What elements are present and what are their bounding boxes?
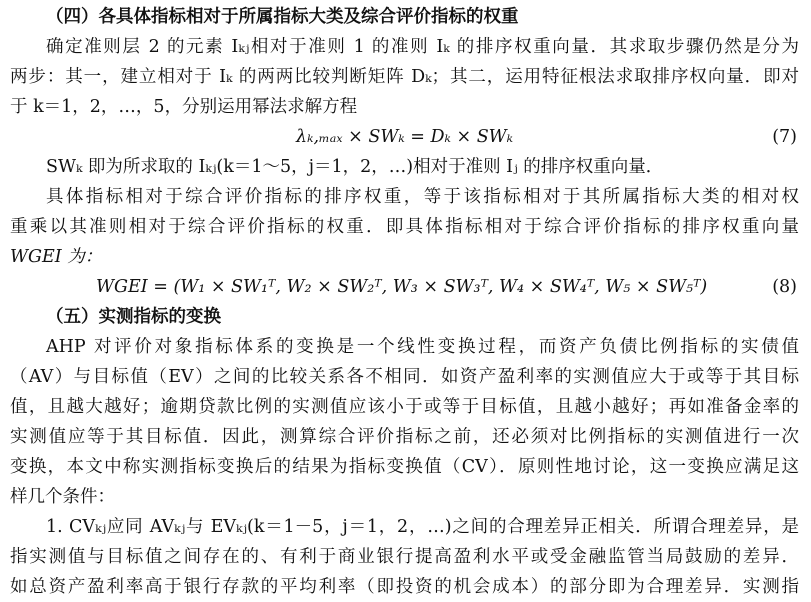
equation-7: λₖ,ₘₐₓ × SWₖ = Dₖ × SWₖ [296,127,514,147]
paragraph-line: AHP 对评价对象指标体系的变换是一个线性变换过程，而资产负债比例指标的实债值 [46,337,799,357]
paragraph-line: 值，且越大越好；逾期贷款比例的实测值应该小于或等于目标值，且越小越好；再如准备金率的 [10,397,799,417]
paragraph-line: 变换，本文中称实测指标变换后的结果为指标变换值（CV）．原则性地讨论，这一变换应满足这 [10,457,799,477]
section-5-heading: （五）实测指标的变换 [46,307,221,327]
section-4-heading: （四）各具体指标相对于所属指标大类及综合评价指标的权重 [46,7,519,27]
paragraph-line: 两步：其一，建立相对于 Iₖ 的两两比较判断矩阵 Dₖ；其二，运用特征根法求取排序权向量．即对 [10,67,799,87]
paragraph-line: 重乘以其准则相对于综合评价指标的权重．即具体指标相对于综合评价指标的排序权重向量 [10,217,799,237]
paragraph-line: 样几个条件： [10,487,115,507]
paragraph-line: 具体指标相对于综合评价指标的排序权重，等于该指标相对于其所属指标大类的相对权 [46,187,799,207]
equation-8-number: (8) [772,277,797,297]
paragraph-line: 确定准则层 2 的元素 Iₖⱼ相对于准则 1 的准则 Iₖ 的排序权重向量．其求取步骤仍然是分为 [46,37,799,57]
equation-8: WGEI = (W₁ × SW₁ᵀ, W₂ × SW₂ᵀ, W₃ × SW₃ᵀ, W₄ × SW₄ᵀ, W₅ × SW₅ᵀ) [96,277,708,297]
paragraph-line: （AV）与目标值（EV）之间的比较关系各不相同．如资产盈利率的实测值应大于或等于其目标 [10,367,799,387]
paragraph-line: 于 k＝1，2，…，5，分别运用幂法求解方程 [10,97,358,117]
equation-7-number: (7) [772,127,797,147]
paragraph-line: 如总资产盈利率高于银行存款的平均利率（即投资的机会成本）的部分即为合理差异．实测指 [10,577,799,597]
paragraph-line: WGEI 为： [10,247,103,267]
paragraph-line: 1. CVₖⱼ应同 AVₖⱼ与 EVₖⱼ(k＝1－5，j＝1，2，…)之间的合理差异正相关．所谓合理差异，是 [46,517,799,537]
paragraph-line: 实测值应等于其目标值．因此，测算综合评价指标之前，还必须对比例指标的实测值进行一次 [10,427,799,447]
paragraph-line: SWₖ 即为所求取的 Iₖⱼ(k＝1～5，j＝1，2，…)相对于准则 Iⱼ 的排序权重向量． [46,157,664,177]
paragraph-line: 指实测值与目标值之间存在的、有利于商业银行提高盈利水平或受金融监管当局鼓励的差异． [10,547,799,567]
